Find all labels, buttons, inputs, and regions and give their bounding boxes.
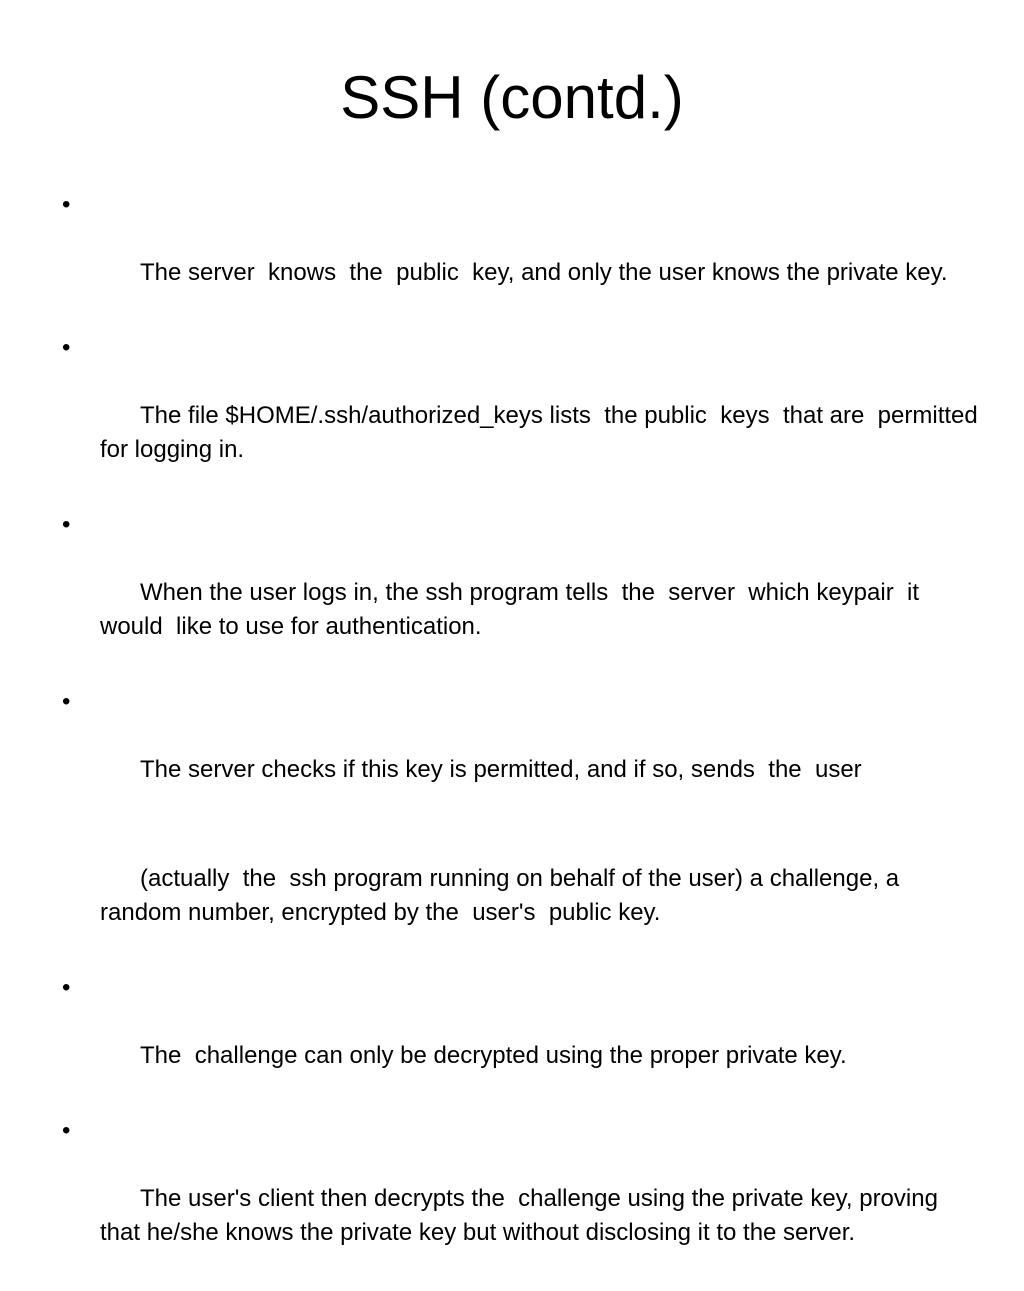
bullet-item xyxy=(62,685,982,821)
bullet-icon: • xyxy=(62,974,71,1001)
bullet-text: The challenge can only be decrypted using the proper private key. xyxy=(140,1042,847,1069)
bullet-text: When the user logs in, the ssh program tells the server which keypair it would like to use for authentication. xyxy=(100,579,933,640)
slide-title: SSH (contd.) xyxy=(340,64,684,131)
bullet-icon: • xyxy=(62,1117,71,1144)
slide-body xyxy=(62,188,985,1291)
bullet-item xyxy=(62,188,982,324)
bullet-text: The user's client then decrypts the challenge using the private key, proving that he/she knows the private key but without disclosing it to the server. xyxy=(100,1185,945,1246)
bullet-text: The server checks if this key is permitted, and if so, sends the user xyxy=(140,756,862,783)
bullet-item xyxy=(62,508,982,678)
bullet-text: The server knows the public key, and only the user knows the private key. xyxy=(140,259,948,286)
bullet-icon: • xyxy=(62,334,71,361)
bullet-item xyxy=(62,1114,982,1284)
bullet-icon: • xyxy=(62,688,71,715)
bullet-text: The file $HOME/.ssh/authorized_keys lists the public keys that are permitted for logging in. xyxy=(100,402,985,463)
continuation-text: (actually the ssh program running on behalf of the user) a challenge, a random number, encrypted by the user's public key. xyxy=(100,865,906,926)
bullet-item xyxy=(62,971,982,1107)
bullet-item xyxy=(62,331,985,501)
bullet-icon: • xyxy=(62,511,71,538)
bullet-icon: • xyxy=(62,191,71,218)
continuation-paragraph xyxy=(62,828,982,964)
